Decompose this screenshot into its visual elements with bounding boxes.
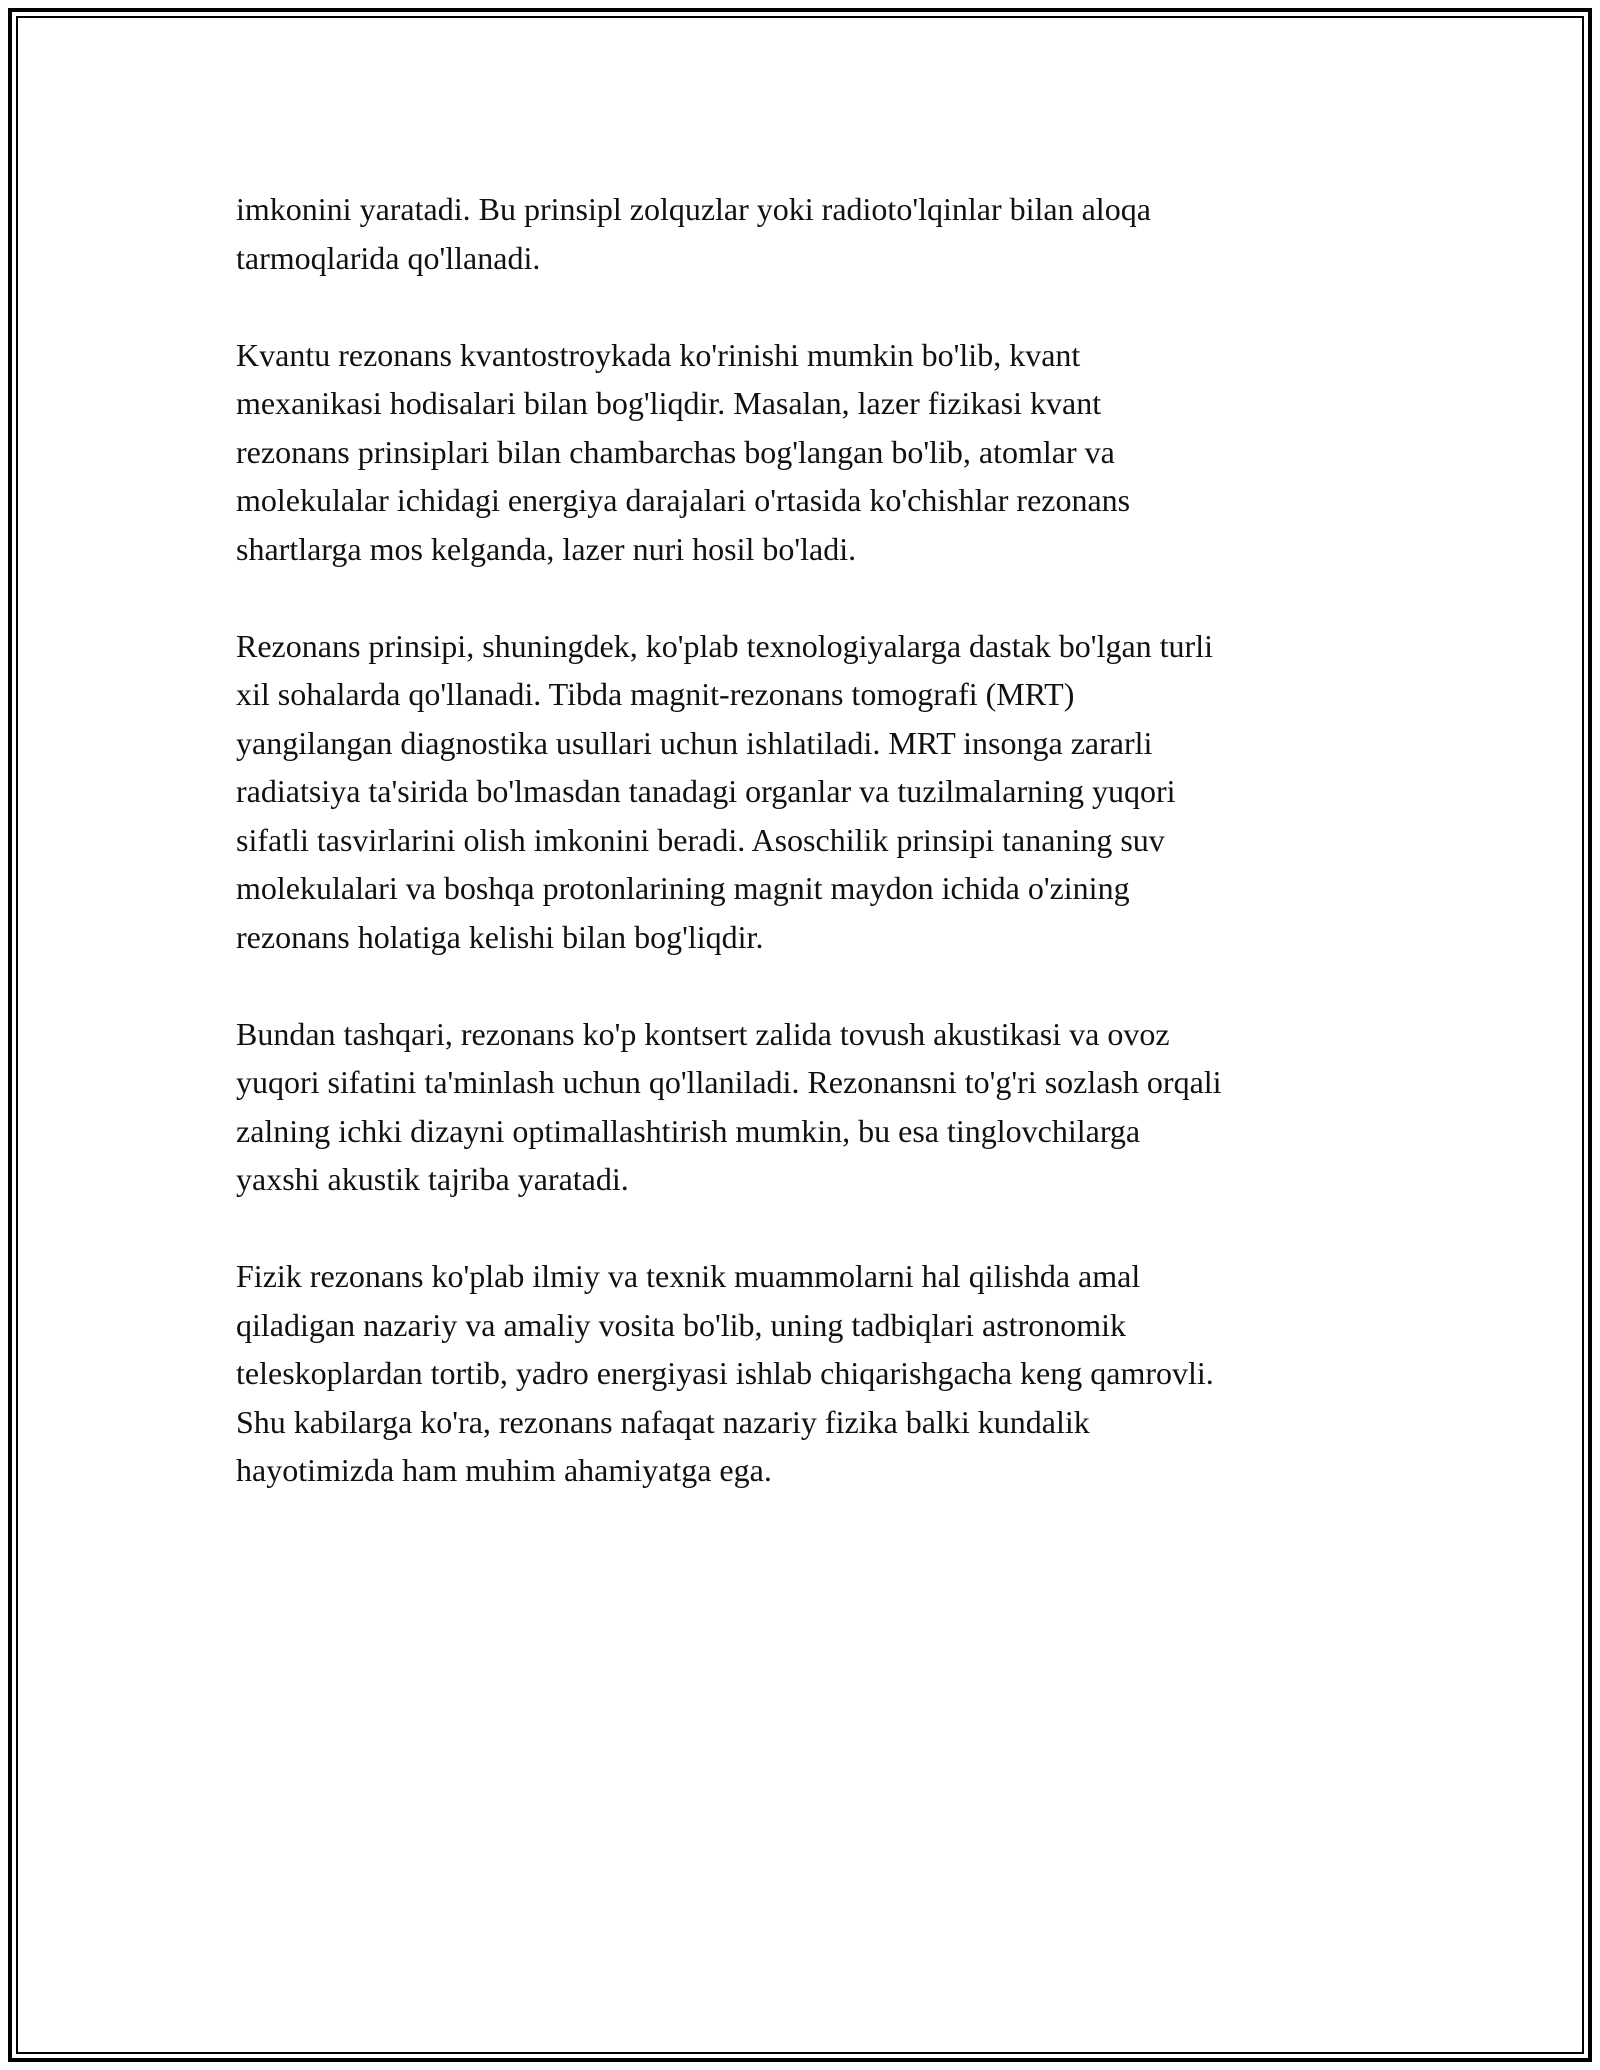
text-line: zalning ichki dizayni optimallashtirish mumkin, bu esa tinglovchilarga [236, 1112, 1141, 1149]
text-line: tarmoqlarida qo'llanadi. [236, 239, 541, 276]
text-line: yaxshi akustik tajriba yaratadi. [236, 1161, 629, 1197]
text-line: Kvantu rezonans kvantostroykada ko'rinishi mumkin bo'lib, kvant [236, 336, 1081, 373]
text-line: xil sohalarda qo'llanadi. Tibda magnit-rezonans tomografi (MRT) [236, 676, 1075, 712]
text-line: radiatsiya ta'sirida bo'lmasdan tanadagi organlar va tuzilmalarning yuqori [236, 773, 1176, 809]
text-line: Fizik rezonans ko'plab ilmiy va texnik muammolarni hal qilishda amal [236, 1258, 1141, 1294]
text-line: hayotimizda ham muhim ahamiyatga ega. [236, 1452, 772, 1488]
paragraph-2 [236, 331, 1381, 574]
text-line: Shu kabilarga ko'ra, rezonans nafaqat nazariy fizika balki kundalik [236, 1403, 1090, 1440]
paragraph-3 [236, 622, 1381, 962]
text-line: molekulalari va boshqa protonlarining magnit maydon ichida o'zining [236, 870, 1130, 906]
text-line: yuqori sifatini ta'minlash uchun qo'llaniladi. Rezonansni to'g'ri sozlash orqali [236, 1064, 1222, 1100]
paragraph-1 [236, 185, 1381, 282]
text-line: Bundan tashqari, rezonans ko'p kontsert zalida tovush akustikasi va ovoz [236, 1015, 1170, 1052]
text-line: rezonans prinsiplari bilan chambarchas bog'langan bo'lib, atomlar va [236, 433, 1115, 470]
document-body [236, 185, 1381, 1543]
paragraph-4 [236, 1010, 1381, 1204]
text-line: shartlarga mos kelganda, lazer nuri hosil bo'ladi. [236, 530, 857, 567]
text-line: rezonans holatiga kelishi bilan bog'liqdir. [236, 918, 764, 955]
text-line: mexanikasi hodisalari bilan bog'liqdir. Masalan, lazer fizikasi kvant [236, 385, 1102, 421]
text-line: Rezonans prinsipi, shuningdek, ko'plab texnologiyalarga dastak bo'lgan turli [236, 627, 1213, 664]
paragraph-5 [236, 1252, 1381, 1495]
text-line: sifatli tasvirlarini olish imkonini beradi. Asoschilik prinsipi tananing suv [236, 821, 1165, 858]
text-line: yangilangan diagnostika usullari uchun ishlatiladi. MRT insonga zararli [236, 724, 1153, 761]
text-line: molekulalar ichidagi energiya darajalari o'rtasida ko'chishlar rezonans [236, 482, 1131, 518]
text-line: qiladigan nazariy va amaliy vosita bo'lib, uning tadbiqlari astronomik [236, 1306, 1126, 1343]
text-line: imkonini yaratadi. Bu prinsipl zolquzlar yoki radioto'lqinlar bilan aloqa [236, 191, 1151, 227]
text-line: teleskoplardan tortib, yadro energiyasi ishlab chiqarishgacha keng qamrovli. [236, 1355, 1214, 1391]
